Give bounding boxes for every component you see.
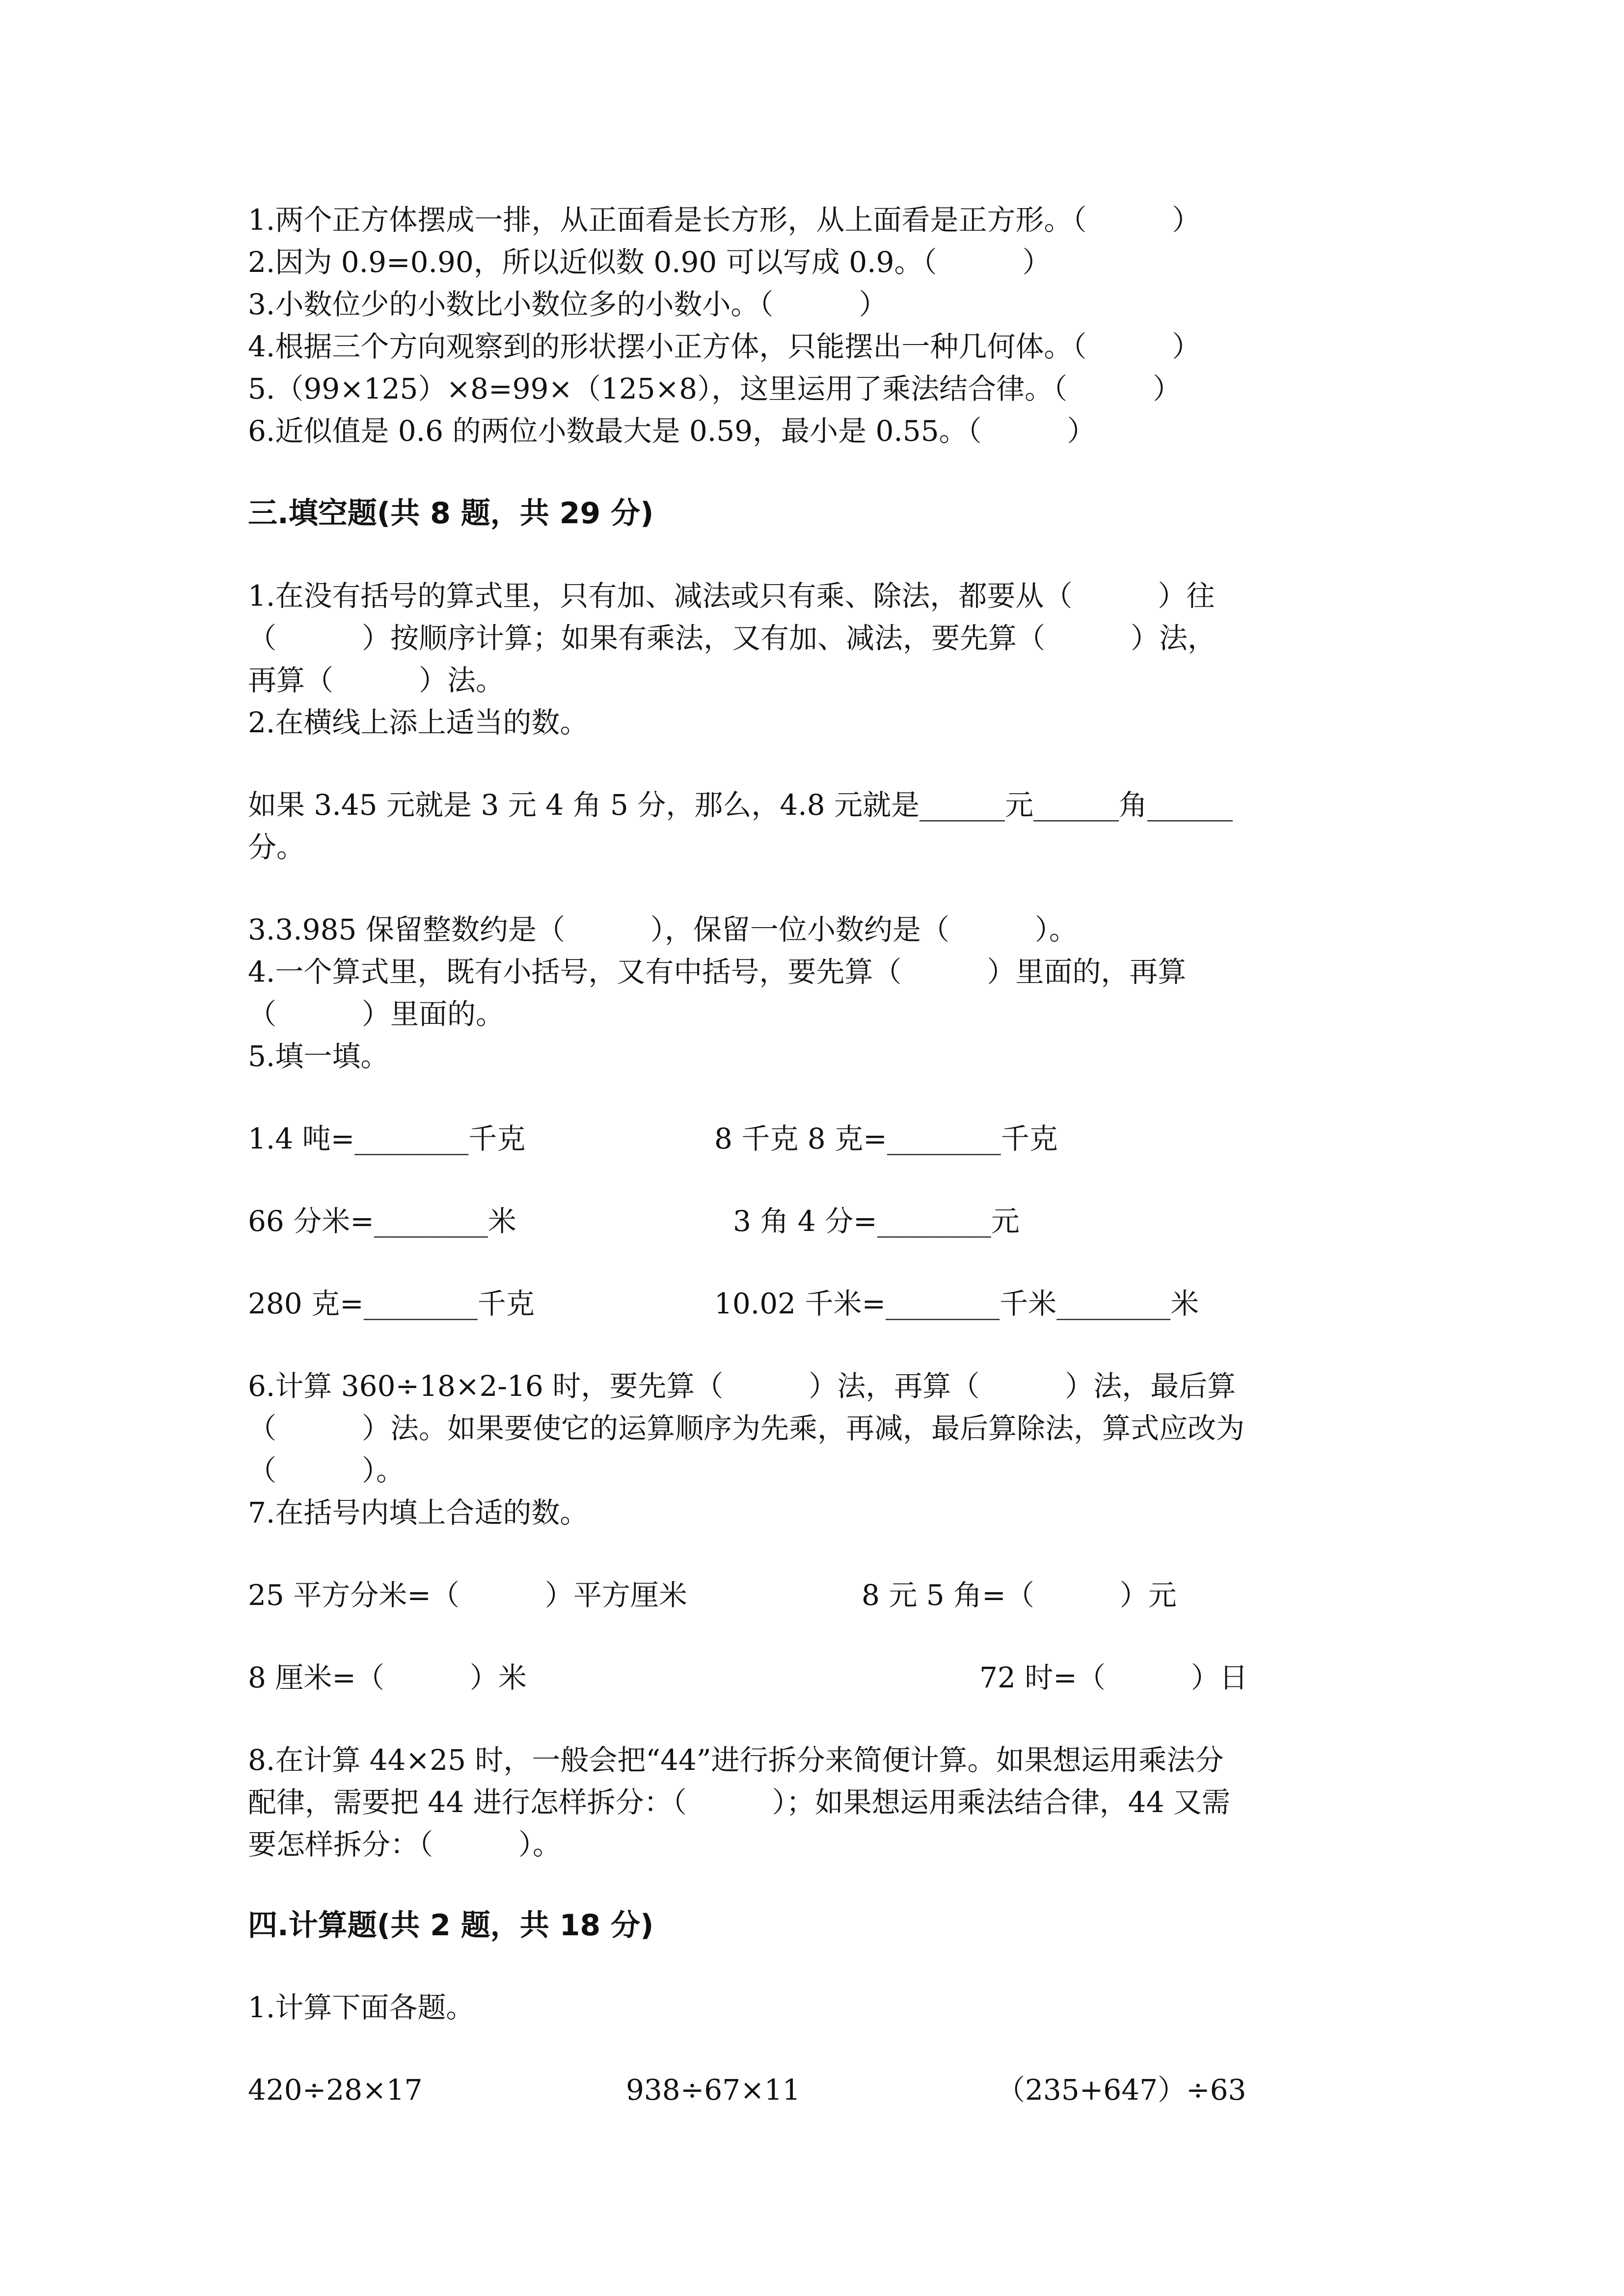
judgement-item-5: 5.（99×125）×8=99×（125×8），这里运用了乘法结合律。（ ） [248, 372, 1182, 405]
fill-q4-line-2: （ ）里面的。 [248, 997, 505, 1031]
judgement-item-4: 4.根据三个方向观察到的形状摆小正方体，只能摆出一种几何体。（ ） [248, 330, 1201, 363]
fill-q8-line-1: 8.在计算 44×25 时，一般会把“44”进行拆分来简便计算。如果想运用乘法分 [248, 1743, 1224, 1777]
fill-q1-line-1: 1.在没有括号的算式里，只有加、减法或只有乘、除法，都要从（ ）往 [248, 579, 1215, 613]
section-4-heading: 四.计算题(共 2 题，共 18 分) [248, 1908, 654, 1943]
calc-expr-1: 420÷28×17 [248, 2073, 423, 2107]
fill-q5-item-left-3: 280 克=________千克 [248, 1287, 535, 1320]
section-3-heading: 三.填空题(共 8 题，共 29 分) [248, 496, 654, 531]
fill-q4-line-1: 4.一个算式里，既有小括号，又有中括号，要先算（ ）里面的，再算 [248, 955, 1187, 988]
fill-q5-item-right-2: 3 角 4 分=________元 [733, 1204, 1020, 1238]
calc-q1-prompt: 1.计算下面各题。 [248, 1991, 475, 2024]
fill-q6-line-2: （ ）法。如果要使它的运算顺序为先乘，再减，最后算除法，算式应改为 [248, 1412, 1245, 1445]
fill-q6-line-1: 6.计算 360÷18×2-16 时，要先算（ ）法，再算（ ）法，最后算 [248, 1369, 1236, 1403]
fill-q3: 3.3.985 保留整数约是（ ），保留一位小数约是（ ）。 [248, 913, 1078, 946]
fill-q1-line-2: （ ）按顺序计算；如果有乘法，又有加、减法，要先算（ ）法， [248, 621, 1217, 655]
calc-expr-3: （235+647）÷63 [997, 2073, 1246, 2107]
fill-q7-item-left-1: 25 平方分米=（ ）平方厘米 [248, 1578, 687, 1612]
calc-expr-2: 938÷67×11 [626, 2073, 801, 2107]
fill-q7-item-right-2: 72 时=（ ）日 [979, 1661, 1248, 1694]
fill-q8-line-3: 要怎样拆分：（ ）。 [248, 1828, 562, 1861]
fill-q6-line-3: （ ）。 [248, 1454, 405, 1487]
fill-q2-prompt: 2.在横线上添上适当的数。 [248, 706, 589, 739]
fill-q8-line-2: 配律，需要把 44 进行怎样拆分：（ ）；如果想运用乘法结合律，44 又需 [248, 1786, 1230, 1819]
fill-q5-item-left-2: 66 分米=________米 [248, 1204, 516, 1238]
judgement-item-2: 2.因为 0.9=0.90，所以近似数 0.90 可以写成 0.9。（ ） [248, 245, 1051, 279]
judgement-item-1: 1.两个正方体摆成一排，从正面看是长方形，从上面看是正方形。（ ） [248, 203, 1201, 237]
fill-q2-body-line-2: 分。 [248, 830, 305, 864]
fill-q2-body-line-1: 如果 3.45 元就是 3 元 4 角 5 分，那么，4.8 元就是______元______角______ [248, 788, 1233, 822]
fill-q5-item-left-1: 1.4 吨=________千克 [248, 1122, 526, 1155]
judgement-item-6: 6.近似值是 0.6 的两位小数最大是 0.59，最小是 0.55。（ ） [248, 414, 1096, 448]
judgement-item-3: 3.小数位少的小数比小数位多的小数小。（ ） [248, 288, 888, 321]
fill-q5-item-right-1: 8 千克 8 克=________千克 [714, 1122, 1058, 1155]
fill-q7-item-right-1: 8 元 5 角=（ ）元 [862, 1578, 1177, 1612]
fill-q7-prompt: 7.在括号内填上合适的数。 [248, 1496, 589, 1529]
fill-q5-item-right-3: 10.02 千米=________千米________米 [714, 1287, 1199, 1320]
fill-q5-prompt: 5.填一填。 [248, 1040, 389, 1073]
fill-q7-item-left-2: 8 厘米=（ ）米 [248, 1661, 527, 1694]
fill-q1-line-3: 再算（ ）法。 [248, 664, 505, 697]
